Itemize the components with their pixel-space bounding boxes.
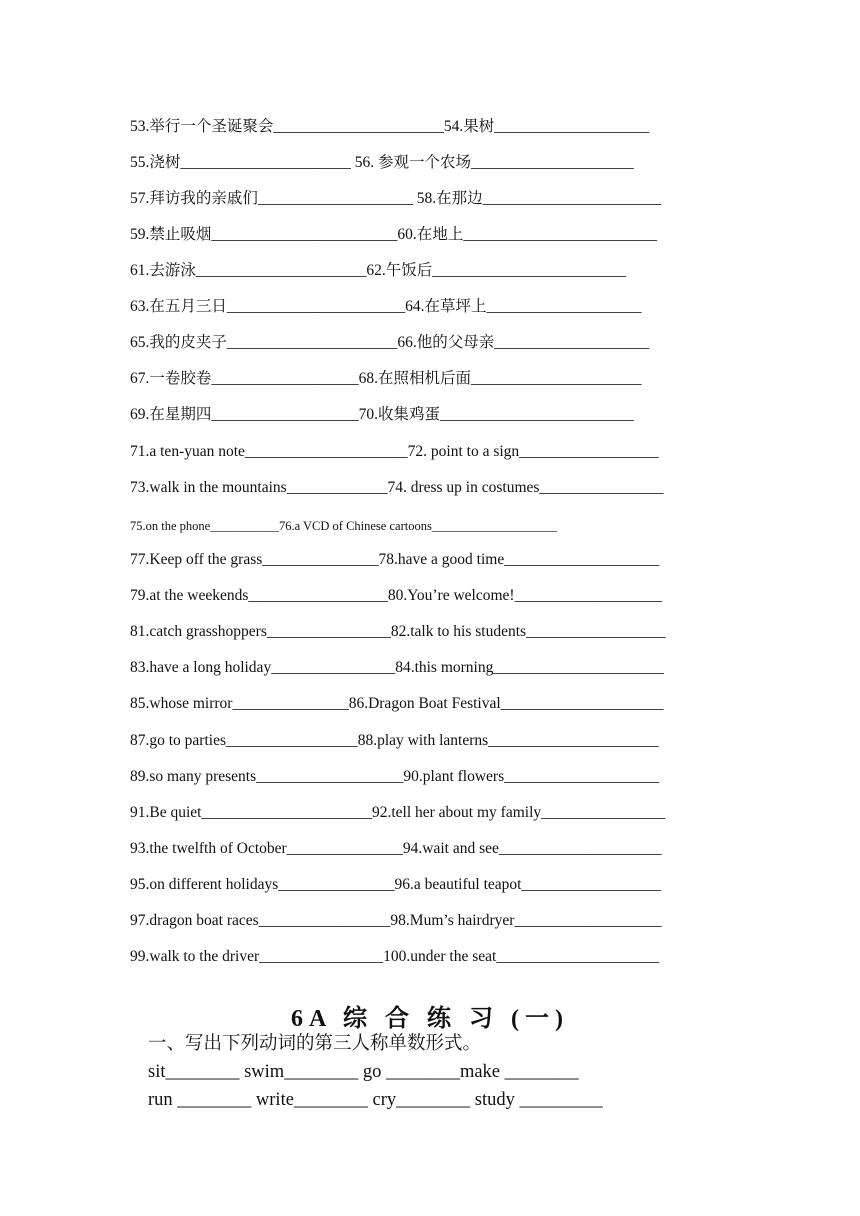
exercise-item: 75.on the phone___________76.a VCD of Chinese cartoons____________________: [130, 519, 557, 533]
exercise-item: 89.so many presents___________________90.plant flowers____________________: [130, 768, 660, 785]
verb-row: sit________ swim________ go ________make ________: [148, 1062, 579, 1082]
exercise-item: 67.一卷胶卷___________________68.在照相机后面______________________: [130, 370, 642, 387]
exercise-item: 71.a ten-yuan note_____________________72. point to a sign__________________: [130, 443, 659, 460]
section-title: 6A 综 合 练 习 (一): [291, 1006, 569, 1032]
section-instruction: 一、写出下列动词的第三人称单数形式。: [148, 1034, 482, 1054]
exercise-item: 99.walk to the driver________________100.under the seat_____________________: [130, 948, 660, 965]
exercise-item: 95.on different holidays_______________96.a beautiful teapot__________________: [130, 876, 661, 893]
exercise-item: 73.walk in the mountains_____________74. dress up in costumes________________: [130, 479, 664, 496]
exercise-item: 79.at the weekends__________________80.You’re welcome!___________________: [130, 587, 662, 604]
exercise-item: 97.dragon boat races_________________98.Mum’s hairdryer___________________: [130, 912, 662, 929]
exercise-item: 65.我的皮夹子______________________66.他的父母亲____________________: [130, 334, 650, 351]
exercise-item: 63.在五月三日_______________________64.在草坪上____________________: [130, 298, 642, 315]
exercise-item: 85.whose mirror_______________86.Dragon Boat Festival_____________________: [130, 695, 664, 712]
exercise-item: 91.Be quiet______________________92.tell her about my family________________: [130, 804, 666, 821]
exercise-item: 69.在星期四___________________70.收集鸡蛋_________________________: [130, 406, 634, 423]
verb-row: run ________ write________ cry________ study _________: [148, 1090, 603, 1110]
exercise-item: 59.禁止吸烟________________________60.在地上_________________________: [130, 226, 658, 243]
exercise-item: 53.举行一个圣诞聚会______________________54.果树____________________: [130, 118, 650, 135]
exercise-item: 87.go to parties_________________88.play with lanterns______________________: [130, 732, 659, 749]
exercise-item: 81.catch grasshoppers________________82.talk to his students__________________: [130, 623, 666, 640]
exercise-item: 57.拜访我的亲戚们____________________ 58.在那边_______________________: [130, 190, 661, 207]
exercise-item: 93.the twelfth of October_______________94.wait and see_____________________: [130, 840, 662, 857]
exercise-item: 61.去游泳______________________62.午饭后_________________________: [130, 262, 627, 279]
exercise-item: 77.Keep off the grass_______________78.have a good time____________________: [130, 551, 660, 568]
exercise-item: 83.have a long holiday________________84.this morning______________________: [130, 659, 664, 676]
exercise-item: 55.浇树______________________ 56. 参观一个农场_____________________: [130, 154, 634, 171]
